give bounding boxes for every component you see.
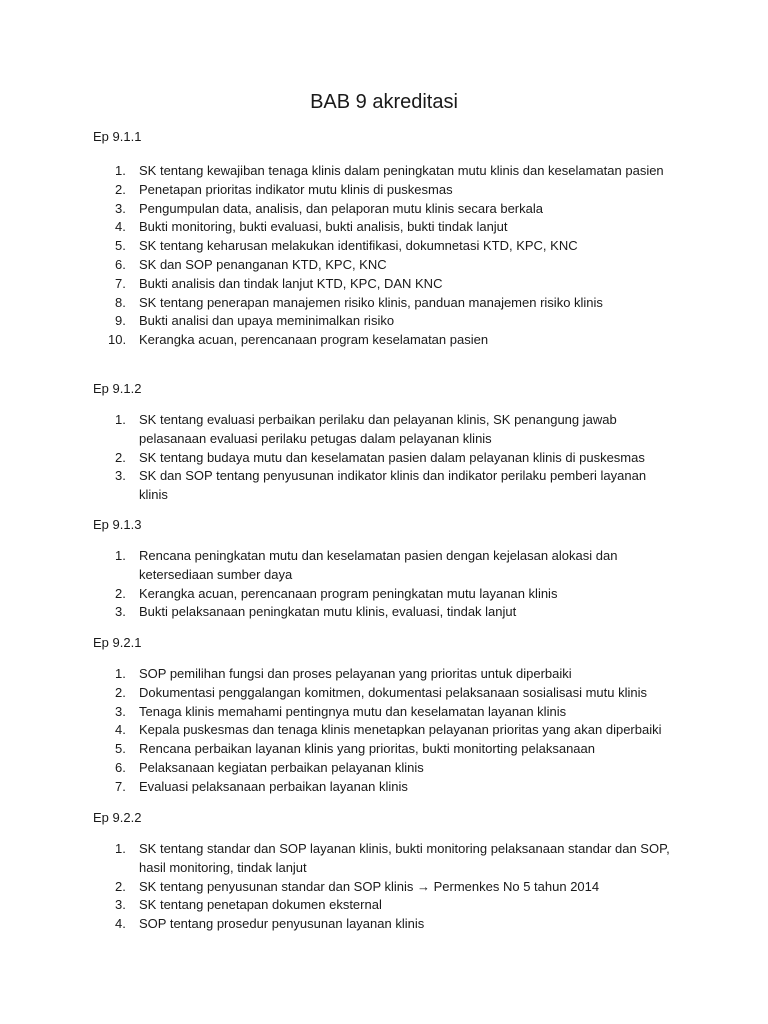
list-item: 1. SK tentang kewajiban tenaga klinis dalam peningkatan mutu klinis dan keselamatan pasien — [115, 163, 664, 178]
list-item: 1. SOP pemilihan fungsi dan proses pelayanan yang prioritas untuk diperbaiki — [115, 666, 572, 681]
list-item: 4. SOP tentang prosedur penyusunan layanan klinis — [115, 916, 425, 932]
section-label: Ep 9.2.1 — [93, 635, 142, 650]
list-item: 1. Rencana peningkatan mutu dan keselamatan pasien dengan kejelasan alokasi dan ketersediaan sumber daya — [115, 548, 618, 582]
item-list — [93, 840, 673, 934]
section-ep-9-2-2 — [93, 809, 673, 932]
list-item: 3. Tenaga klinis memahami pentingnya mutu dan keselamatan layanan klinis — [115, 703, 567, 719]
section-label: Ep 9.1.1 — [93, 129, 142, 144]
section-label: Ep 9.2.2 — [93, 810, 142, 825]
list-item: 2. SK tentang penyusunan standar dan SOP klinis → Permenkes No 5 tahun 2014 — [115, 878, 600, 894]
list-item: 4. Kepala puskesmas dan tenaga klinis menetapkan pelayanan prioritas yang akan diperbaiki — [115, 722, 662, 738]
item-list — [93, 411, 673, 505]
list-item: 4. Bukti monitoring, bukti evaluasi, bukti analisis, bukti tindak lanjut — [115, 219, 508, 235]
page-title: BAB 9 akreditasi — [310, 91, 458, 113]
list-item: 1. SK tentang evaluasi perbaikan perilaku dan pelayanan klinis, SK penangung jawab pelasanaan evaluasi perilaku petugas dalam pelayanan klinis — [115, 412, 617, 446]
section-label: Ep 9.1.2 — [93, 381, 142, 396]
section-ep-9-2-1 — [93, 634, 673, 794]
list-item: 3. SK tentang penetapan dokumen eksternal — [115, 897, 382, 913]
list-item: 6. SK dan SOP penanganan KTD, KPC, KNC — [115, 256, 387, 272]
list-item: 7. Bukti analisis dan tindak lanjut KTD, KPC, DAN KNC — [115, 275, 443, 291]
list-item: 2. Kerangka acuan, perencanaan program peningkatan mutu layanan klinis — [115, 585, 558, 601]
item-list — [93, 162, 673, 350]
section-ep-9-1-1 — [93, 128, 673, 348]
list-item: 7. Evaluasi pelaksanaan perbaikan layanan klinis — [115, 778, 408, 794]
list-item: 3. Pengumpulan data, analisis, dan pelaporan mutu klinis secara berkala — [115, 200, 543, 216]
section-label: Ep 9.1.3 — [93, 517, 142, 532]
list-item: 5. SK tentang keharusan melakukan identifikasi, dokumnetasi KTD, KPC, KNC — [115, 238, 578, 254]
list-item: 9. Bukti analisi dan upaya meminimalkan risiko — [115, 313, 395, 329]
list-item: 2. SK tentang budaya mutu dan keselamatan pasien dalam pelayanan klinis di puskesmas — [115, 449, 645, 465]
section-ep-9-1-3 — [93, 516, 673, 620]
list-item: 1. SK tentang standar dan SOP layanan klinis, bukti monitoring pelaksanaan standar dan SOP, hasil monitoring, tindak lanjut — [115, 841, 670, 875]
list-item: 2. Penetapan prioritas indikator mutu klinis di puskesmas — [115, 181, 453, 197]
item-list — [93, 665, 673, 797]
list-item: 5. Rencana perbaikan layanan klinis yang prioritas, bukti monitorting pelaksanaan — [115, 741, 595, 757]
list-item: 8. SK tentang penerapan manajemen risiko klinis, panduan manajemen risiko klinis — [115, 294, 603, 310]
section-ep-9-1-2 — [93, 380, 673, 503]
item-list — [93, 547, 673, 622]
list-item: 3. Bukti pelaksanaan peningkatan mutu klinis, evaluasi, tindak lanjut — [115, 604, 517, 620]
list-item: 3. SK dan SOP tentang penyusunan indikator klinis dan indikator perilaku pemberi layanan klinis — [115, 468, 647, 503]
list-item: 6. Pelaksanaan kegiatan perbaikan pelayanan klinis — [115, 759, 424, 775]
list-item: 2. Dokumentasi penggalangan komitmen, dokumentasi pelaksanaan sosialisasi mutu klinis — [115, 684, 648, 700]
list-item: 10. Kerangka acuan, perencanaan program keselamatan pasien — [108, 332, 489, 348]
